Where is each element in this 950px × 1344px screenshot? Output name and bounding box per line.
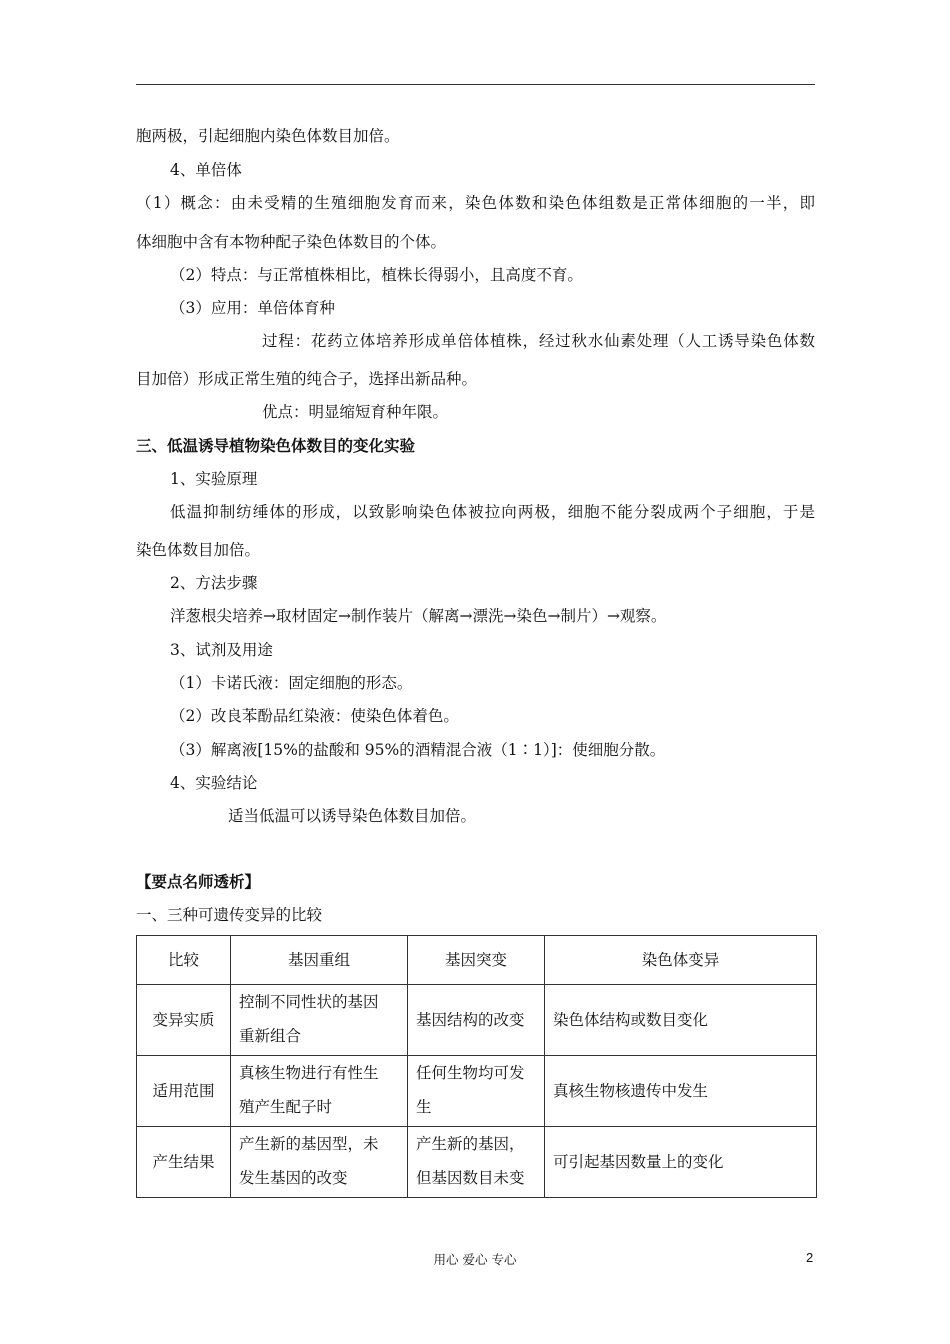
cell-line: 真核生物进行有性生 — [239, 1064, 379, 1082]
table-header-cell: 基因突变 — [408, 936, 545, 985]
text-line: （1）概念：由未受精的生殖细胞发育而来，染色体数和染色体组数是正常体细胞的一半，即 — [136, 194, 815, 212]
text-line: （1）卡诺氏液：固定细胞的形态。 — [170, 674, 413, 692]
cell-line: 但基因数目未变 — [416, 1169, 525, 1187]
table-header-row — [137, 936, 817, 985]
subheading-principle: 1、实验原理 — [170, 470, 258, 488]
table-cell — [408, 1056, 545, 1127]
text-line: 过程：花药立体培养形成单倍体植株，经过秋水仙素处理（人工诱导染色体数 — [262, 332, 815, 350]
table-row — [137, 1056, 817, 1127]
text-line: （3）解离液[15%的盐酸和 95%的酒精混合液（1∶1）]：使细胞分散。 — [170, 741, 666, 759]
table-cell — [231, 1056, 408, 1127]
table-row — [137, 1127, 817, 1198]
text-line: （2）改良苯酚品红染液：使染色体着色。 — [170, 707, 459, 725]
cell-line: 产生新的基因型，未 — [239, 1135, 379, 1153]
text-line: 洋葱根尖培养→取材固定→制作装片（解离→漂洗→染色→制片）→观察。 — [170, 607, 667, 625]
cell-line: 殖产生配子时 — [239, 1098, 333, 1116]
page-number: 2 — [806, 1250, 814, 1265]
section-heading-3: 三、低温诱导植物染色体数目的变化实验 — [136, 436, 416, 455]
table-header-cell: 基因重组 — [231, 936, 408, 985]
table-cell — [231, 985, 408, 1056]
table-cell — [231, 1127, 408, 1198]
text-line: 目加倍）形成正常生殖的纯合子，选择出新品种。 — [136, 370, 478, 388]
text-line: 胞两极，引起细胞内染色体数目加倍。 — [136, 127, 400, 145]
text-line: （3）应用：单倍体育种 — [170, 299, 335, 317]
subheading-haploid: 4、单倍体 — [170, 161, 242, 179]
subheading-reagents: 3、试剂及用途 — [170, 641, 273, 659]
row-label: 产生结果 — [137, 1127, 231, 1198]
comparison-table — [136, 935, 817, 1198]
table-cell: 染色体结构或数目变化 — [545, 985, 817, 1056]
table-header-cell: 染色体变异 — [545, 936, 817, 985]
text-line: 适当低温可以诱导染色体数目加倍。 — [228, 807, 477, 825]
text-line: （2）特点：与正常植株相比，植株长得弱小，且高度不育。 — [170, 266, 583, 284]
subheading-conclusion: 4、实验结论 — [170, 774, 258, 792]
header-rule — [136, 84, 815, 85]
cell-line: 生 — [416, 1098, 432, 1116]
table-cell: 可引起基因数量上的变化 — [545, 1127, 817, 1198]
key-points-heading: 【要点名师透析】 — [136, 872, 261, 891]
cell-line: 任何生物均可发 — [416, 1064, 525, 1082]
text-line: 低温抑制纺缍体的形成，以致影响染色体被拉向两极，细胞不能分裂成两个子细胞，于是 — [170, 503, 815, 521]
row-label: 适用范围 — [137, 1056, 231, 1127]
text-line: 优点：明显缩短育种年限。 — [262, 403, 449, 421]
table-cell: 基因结构的改变 — [408, 985, 545, 1056]
cell-line: 控制不同性状的基因 — [239, 993, 379, 1011]
table-cell: 真核生物核遗传中发生 — [545, 1056, 817, 1127]
table-header-cell: 比较 — [137, 936, 231, 985]
text-line: 染色体数目加倍。 — [136, 541, 261, 559]
text-line: 体细胞中含有本物种配子染色体数目的个体。 — [136, 233, 447, 251]
table-caption: 一、三种可遗传变异的比较 — [136, 906, 323, 924]
cell-line: 重新组合 — [239, 1027, 302, 1045]
row-label: 变异实质 — [137, 985, 231, 1056]
cell-line: 产生新的基因， — [416, 1135, 525, 1153]
subheading-method: 2、方法步骤 — [170, 574, 258, 592]
page-footer: 用心 爱心 专心 — [433, 1252, 517, 1267]
table-cell — [408, 1127, 545, 1198]
cell-line: 发生基因的改变 — [239, 1169, 348, 1187]
table-row — [137, 985, 817, 1056]
